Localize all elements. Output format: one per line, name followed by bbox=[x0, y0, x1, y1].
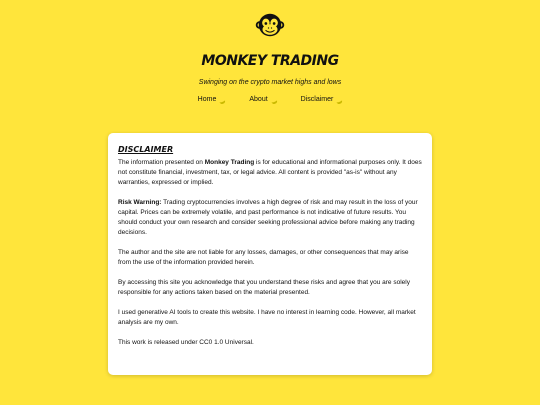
site-name-bold: Monkey Trading bbox=[204, 159, 255, 166]
banana-icon bbox=[335, 96, 343, 105]
disclaimer-heading: DISCLAIMER bbox=[118, 145, 174, 154]
nav-item-label: About bbox=[249, 95, 268, 103]
banana-icon bbox=[218, 96, 226, 105]
disclaimer-paragraph-ai: I used generative AI tools to create this website. I have no interest in learning code. However, all market analysis are my own. bbox=[118, 309, 416, 326]
disclaimer-paragraph-liability: The author and the site are not liable for any losses, damages, or other consequences that may arise from the use of the information provided herein. bbox=[118, 249, 409, 266]
nav-item-disclaimer[interactable] bbox=[301, 94, 343, 104]
risk-warning-text: Trading cryptocurrencies involves a high degree of risk and may result in the loss of your capital. Prices can be extremely volatile, and past performance is not indicative of future results. You should conduct your own research and consider seeking professional advice before making any trading decisions. bbox=[118, 199, 418, 236]
nav-item-label: Disclaimer bbox=[300, 95, 334, 103]
nav-item-home[interactable] bbox=[198, 94, 226, 104]
disclaimer-paragraph-license: This work is released under CC0 1.0 Universal. bbox=[118, 339, 254, 346]
intro-text: The information presented on bbox=[118, 159, 205, 166]
intro-text-rest: is for educational and informational purposes only. It does not constitute financial, investment, tax, or legal advice. All content is provided "as-is" without any warranties, expressed or implied. bbox=[118, 159, 422, 186]
monkey-face-icon[interactable] bbox=[255, 10, 285, 40]
main-nav bbox=[0, 94, 540, 104]
site-tagline: Swinging on the crypto market highs and lows bbox=[198, 79, 342, 86]
disclaimer-paragraph-intro bbox=[118, 158, 422, 188]
disclaimer-paragraph-risk bbox=[118, 198, 422, 238]
nav-item-about[interactable] bbox=[249, 94, 276, 104]
banana-icon bbox=[270, 96, 278, 105]
risk-warning-label: Risk Warning: bbox=[118, 199, 162, 206]
disclaimer-card bbox=[108, 133, 432, 375]
site-header bbox=[0, 0, 540, 104]
site-title[interactable]: MONKEY TRADING bbox=[201, 53, 339, 69]
disclaimer-paragraph-acknowledge: By accessing this site you acknowledge that you understand these risks and agree that you are solely responsible for any actions taken based on the material presented. bbox=[118, 279, 410, 296]
nav-item-label: Home bbox=[197, 95, 217, 103]
